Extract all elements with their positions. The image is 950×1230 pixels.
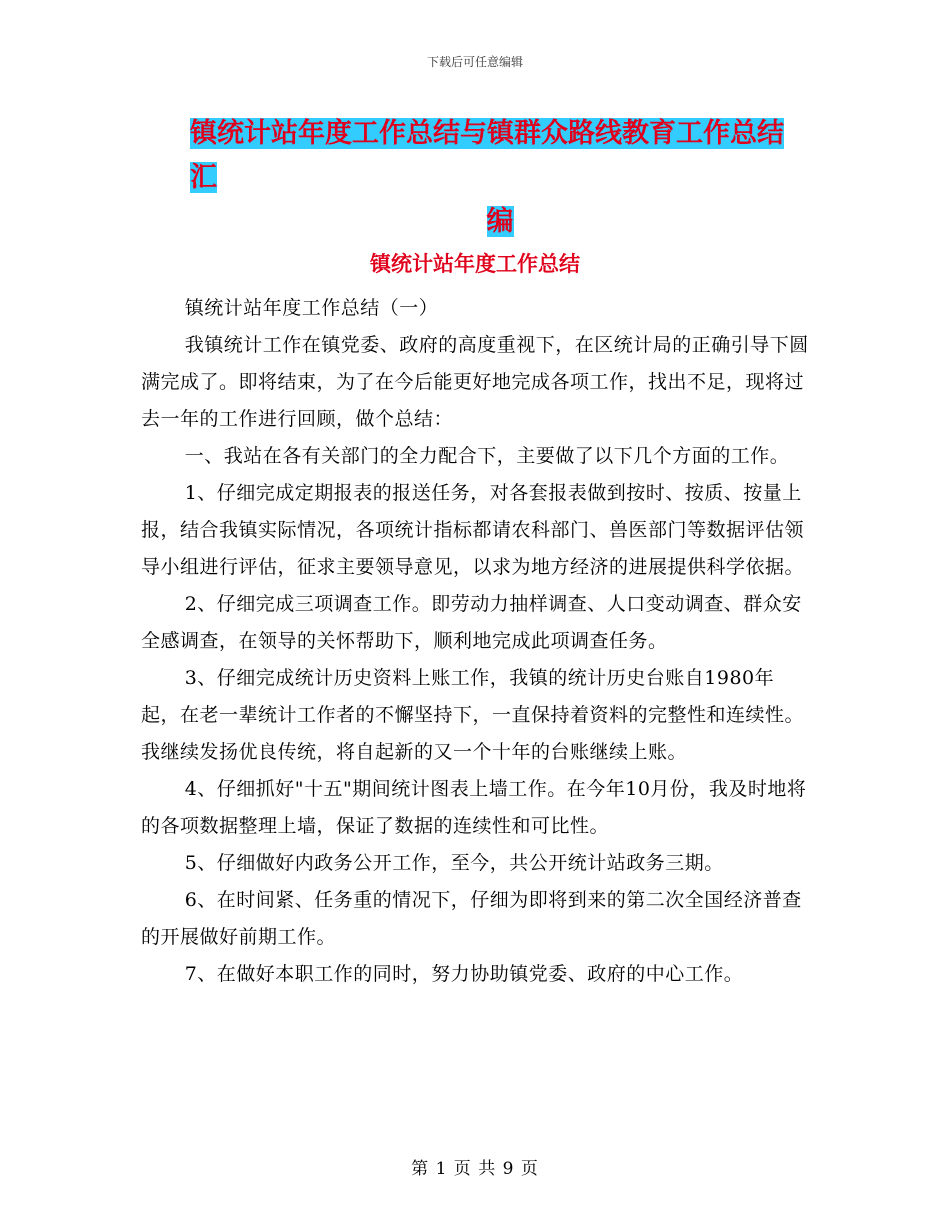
paragraph: 我镇统计工作在镇党委、政府的高度重视下，在区统计局的正确引导下圆满完成了。即将结束，为了在今后能更好地完成各项工作，找出不足，现将过去一年的工作进行回顾，做个总结： (141, 334, 809, 430)
paragraph: 3、仔细完成统计历史资料上账工作，我镇的统计历史台账自1980年起，在老一辈统计工作者的不懈坚持下，一直保持着资料的完整性和连续性。我继续发扬优良传统，将自起新的又一个十年的台账继续上账。 (141, 667, 805, 763)
paragraph-subtitle: 镇统计站年度工作总结（一） (184, 297, 439, 319)
document-title-line-1: 镇统计站年度工作总结与镇群众路线教育工作总结汇 (190, 118, 784, 193)
paragraph: 1、仔细完成定期报表的报送任务，对各套报表做到按时、按质、按量上报，结合我镇实际情况，各项统计指标都请农科部门、兽医部门等数据评估领导小组进行评估，征求主要领导意见，以求为地方经济的进展提供科学依据。 (141, 482, 805, 578)
paragraph: 7、在做好本职工作的同时，努力协助镇党委、政府的中心工作。 (184, 963, 744, 985)
paragraph: 6、在时间紧、任务重的情况下，仔细为即将到来的第二次全国经济普查的开展做好前期工作。 (141, 889, 802, 948)
section-title: 镇统计站年度工作总结 (370, 252, 580, 276)
document-body (141, 290, 811, 993)
paragraph: 4、仔细抓好"十五"期间统计图表上墙工作。在今年10月份，我及时地将的各项数据整理上墙，保证了数据的连续性和可比性。 (141, 778, 807, 837)
page-number: 第 1 页 共 9 页 (411, 1159, 539, 1179)
header-note: 下载后可任意编辑 (426, 55, 523, 69)
paragraph: 2、仔细完成三项调查工作。即劳动力抽样调查、人口变动调查、群众安全感调查，在领导的关怀帮助下，顺利地完成此项调查任务。 (141, 593, 802, 652)
document-title (190, 112, 810, 244)
paragraph: 5、仔细做好内政务公开工作，至今，共公开统计站政务三期。 (184, 852, 724, 874)
paragraph: 一、我站在各有关部门的全力配合下，主要做了以下几个方面的工作。 (184, 445, 790, 467)
document-title-line-2: 编 (486, 206, 514, 237)
